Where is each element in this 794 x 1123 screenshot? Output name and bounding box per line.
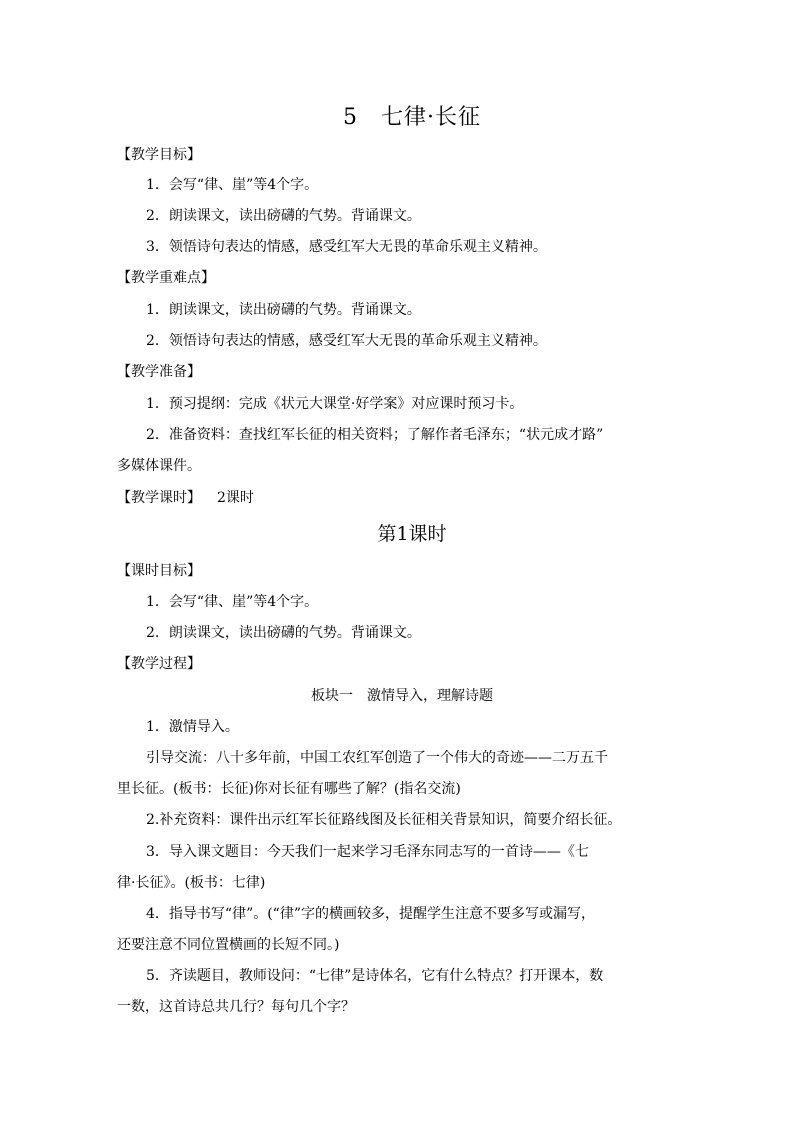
teaching-goal-item: 1．会写“律、崖”等4个字。 xyxy=(146,177,319,193)
lesson-title: 第1课时 xyxy=(377,523,447,545)
process-step: 4．指导书写“律”。(“律”字的横画较多，提醒学生注意不要多写或漏写， xyxy=(146,906,595,922)
process-step: 5．齐读题目，教师设问：“七律”是诗体名，它有什么特点？打开课本，数 xyxy=(146,968,604,984)
lesson-goal-item: 2．朗读课文，读出磅礴的气势。背诵课文。 xyxy=(146,625,421,641)
document-title: 5 七律·长征 xyxy=(343,105,481,130)
teaching-goal-item: 2．朗读课文，读出磅礴的气势。背诵课文。 xyxy=(146,208,421,224)
teaching-hours-value: 2课时 xyxy=(217,490,254,506)
preparation-item-continued: 多媒体课件。 xyxy=(117,458,201,474)
process-step: 3．导入课文题目：今天我们一起来学习毛泽东同志写的一首诗——《七 xyxy=(146,844,589,860)
key-point-item: 1．朗读课文，读出磅礴的气势。背诵课文。 xyxy=(146,302,421,318)
process-step-continued: 一数，这首诗总共几行？每句几个字？ xyxy=(117,999,355,1015)
key-point-item: 2．领悟诗句表达的情感，感受红军大无畏的革命乐观主义精神。 xyxy=(146,333,547,349)
teaching-hours-line xyxy=(117,488,254,508)
process-step-continued: 还要注意不同位置横画的长短不同。) xyxy=(117,937,340,953)
block-title: 板块一 激情导入，理解诗题 xyxy=(311,688,493,704)
lesson-goal-item: 1．会写“律、崖”等4个字。 xyxy=(146,594,319,610)
process-step: 1．激情导入。 xyxy=(146,719,239,735)
process-heading: 【教学过程】 xyxy=(117,656,201,672)
key-points-heading: 【教学重难点】 xyxy=(117,270,215,286)
teaching-goals-heading: 【教学目标】 xyxy=(117,147,201,163)
preparation-item: 1．预习提纲：完成《状元大课堂·好学案》对应课时预习卡。 xyxy=(146,396,524,412)
process-paragraph-continued: 里长征。(板书：长征)你对长征有哪些了解？(指名交流) xyxy=(117,781,461,797)
process-step: 2.补充资料：课件出示红军长征路线图及长征相关背景知识，简要介绍长征。 xyxy=(146,812,622,828)
preparation-heading: 【教学准备】 xyxy=(117,364,201,380)
teaching-goal-item: 3．领悟诗句表达的情感，感受红军大无畏的革命乐观主义精神。 xyxy=(146,239,547,255)
process-step-continued: 律·长征》。(板书：七律) xyxy=(117,875,266,891)
teaching-hours-heading: 【教学课时】 xyxy=(117,490,201,506)
lesson-goals-heading: 【课时目标】 xyxy=(117,563,201,579)
process-paragraph: 引导交流：八十多年前，中国工农红军创造了一个伟大的奇迹——二万五千 xyxy=(146,750,608,766)
preparation-item: 2．准备资料：查找红军长征的相关资料；了解作者毛泽东；“状元成才路” xyxy=(146,427,604,443)
